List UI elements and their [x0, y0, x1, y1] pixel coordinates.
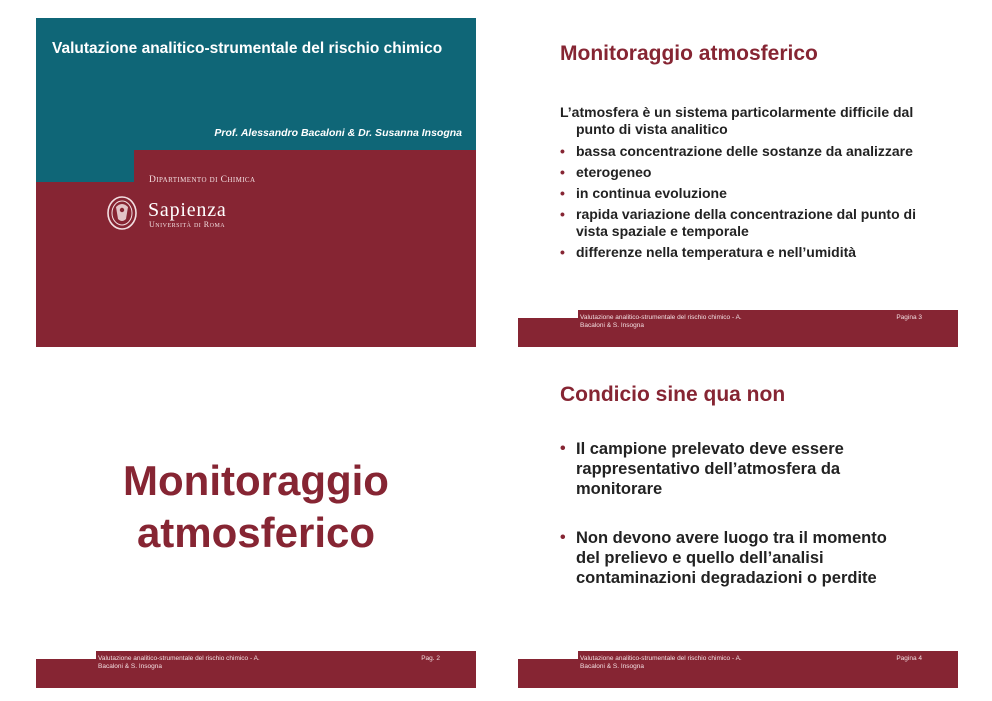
list-item-text: bassa concentrazione delle sostanze da analizzare: [576, 143, 913, 159]
list-item: [560, 185, 920, 202]
section-slide[interactable]: [36, 359, 476, 688]
list-item: [560, 206, 920, 240]
footer-bar-step: [518, 318, 578, 347]
slide-monitoraggio[interactable]: [518, 18, 958, 347]
list-item: [560, 143, 920, 160]
list-item: [560, 528, 910, 588]
department-name: Dipartimento di Chimica: [149, 175, 256, 185]
bullet-icon: •: [560, 529, 566, 546]
footer-bar-step: [518, 659, 578, 688]
page-number: Pag. 2: [421, 655, 440, 662]
list-item: [560, 439, 910, 499]
section-title-line1: Monitoraggio: [123, 457, 389, 504]
list-item-text: Il campione prelevato deve essere rappresentativo dell’atmosfera da monitorare: [576, 440, 844, 498]
university-name: Sapienza: [148, 199, 227, 221]
section-title: [36, 455, 476, 559]
maroon-band: [36, 182, 476, 347]
bullet-icon: •: [560, 164, 565, 180]
presentation-title: Valutazione analitico-strumentale del rischio chimico: [52, 40, 443, 57]
slide-condicio[interactable]: [518, 359, 958, 688]
bullet-list: [560, 439, 910, 617]
list-item-text: Non devono avere luogo tra il momento del prelievo e quello dell’analisi contaminazioni degradazioni o perdite: [576, 529, 887, 587]
page-number: Pagina 4: [896, 655, 922, 662]
list-item-text: in continua evoluzione: [576, 185, 727, 201]
list-item-text: eterogeneo: [576, 164, 652, 180]
section-title-line2: atmosferico: [136, 509, 376, 556]
bullet-icon: •: [560, 244, 565, 260]
list-item-text: differenze nella temperatura e nell’umidità: [576, 244, 857, 260]
footer-bar-step: [36, 659, 96, 688]
sapienza-seal-icon: [106, 195, 138, 231]
footer-text: Valutazione analitico-strumentale del rischio chimico - A. Bacaloni & S. Insogna: [580, 655, 742, 670]
footer-text: Valutazione analitico-strumentale del rischio chimico - A. Bacaloni & S. Insogna: [580, 314, 742, 329]
page-number: Pagina 3: [896, 314, 922, 321]
bullet-icon: •: [560, 440, 566, 457]
slide-title: Monitoraggio atmosferico: [560, 42, 818, 65]
bullet-list: [560, 143, 920, 265]
footer-text: Valutazione analitico-strumentale del rischio chimico - A. Bacaloni & S. Insogna: [98, 655, 260, 670]
university-subtitle: Università di Roma: [149, 220, 226, 229]
authors: Prof. Alessandro Bacaloni & Dr. Susanna Insogna: [214, 127, 462, 139]
title-slide[interactable]: [36, 18, 476, 347]
bullet-icon: •: [560, 185, 565, 201]
list-item: [560, 164, 920, 181]
bullet-icon: •: [560, 143, 565, 159]
list-item-text: rapida variazione della concentrazione dal punto di vista spaziale e temporale: [576, 206, 916, 239]
slide-title: Condicio sine qua non: [560, 383, 786, 406]
list-item: [560, 244, 920, 261]
intro-text: L’atmosfera è un sistema particolarmente difficile dal punto di vista analitico: [560, 104, 914, 137]
bullet-icon: •: [560, 206, 565, 222]
